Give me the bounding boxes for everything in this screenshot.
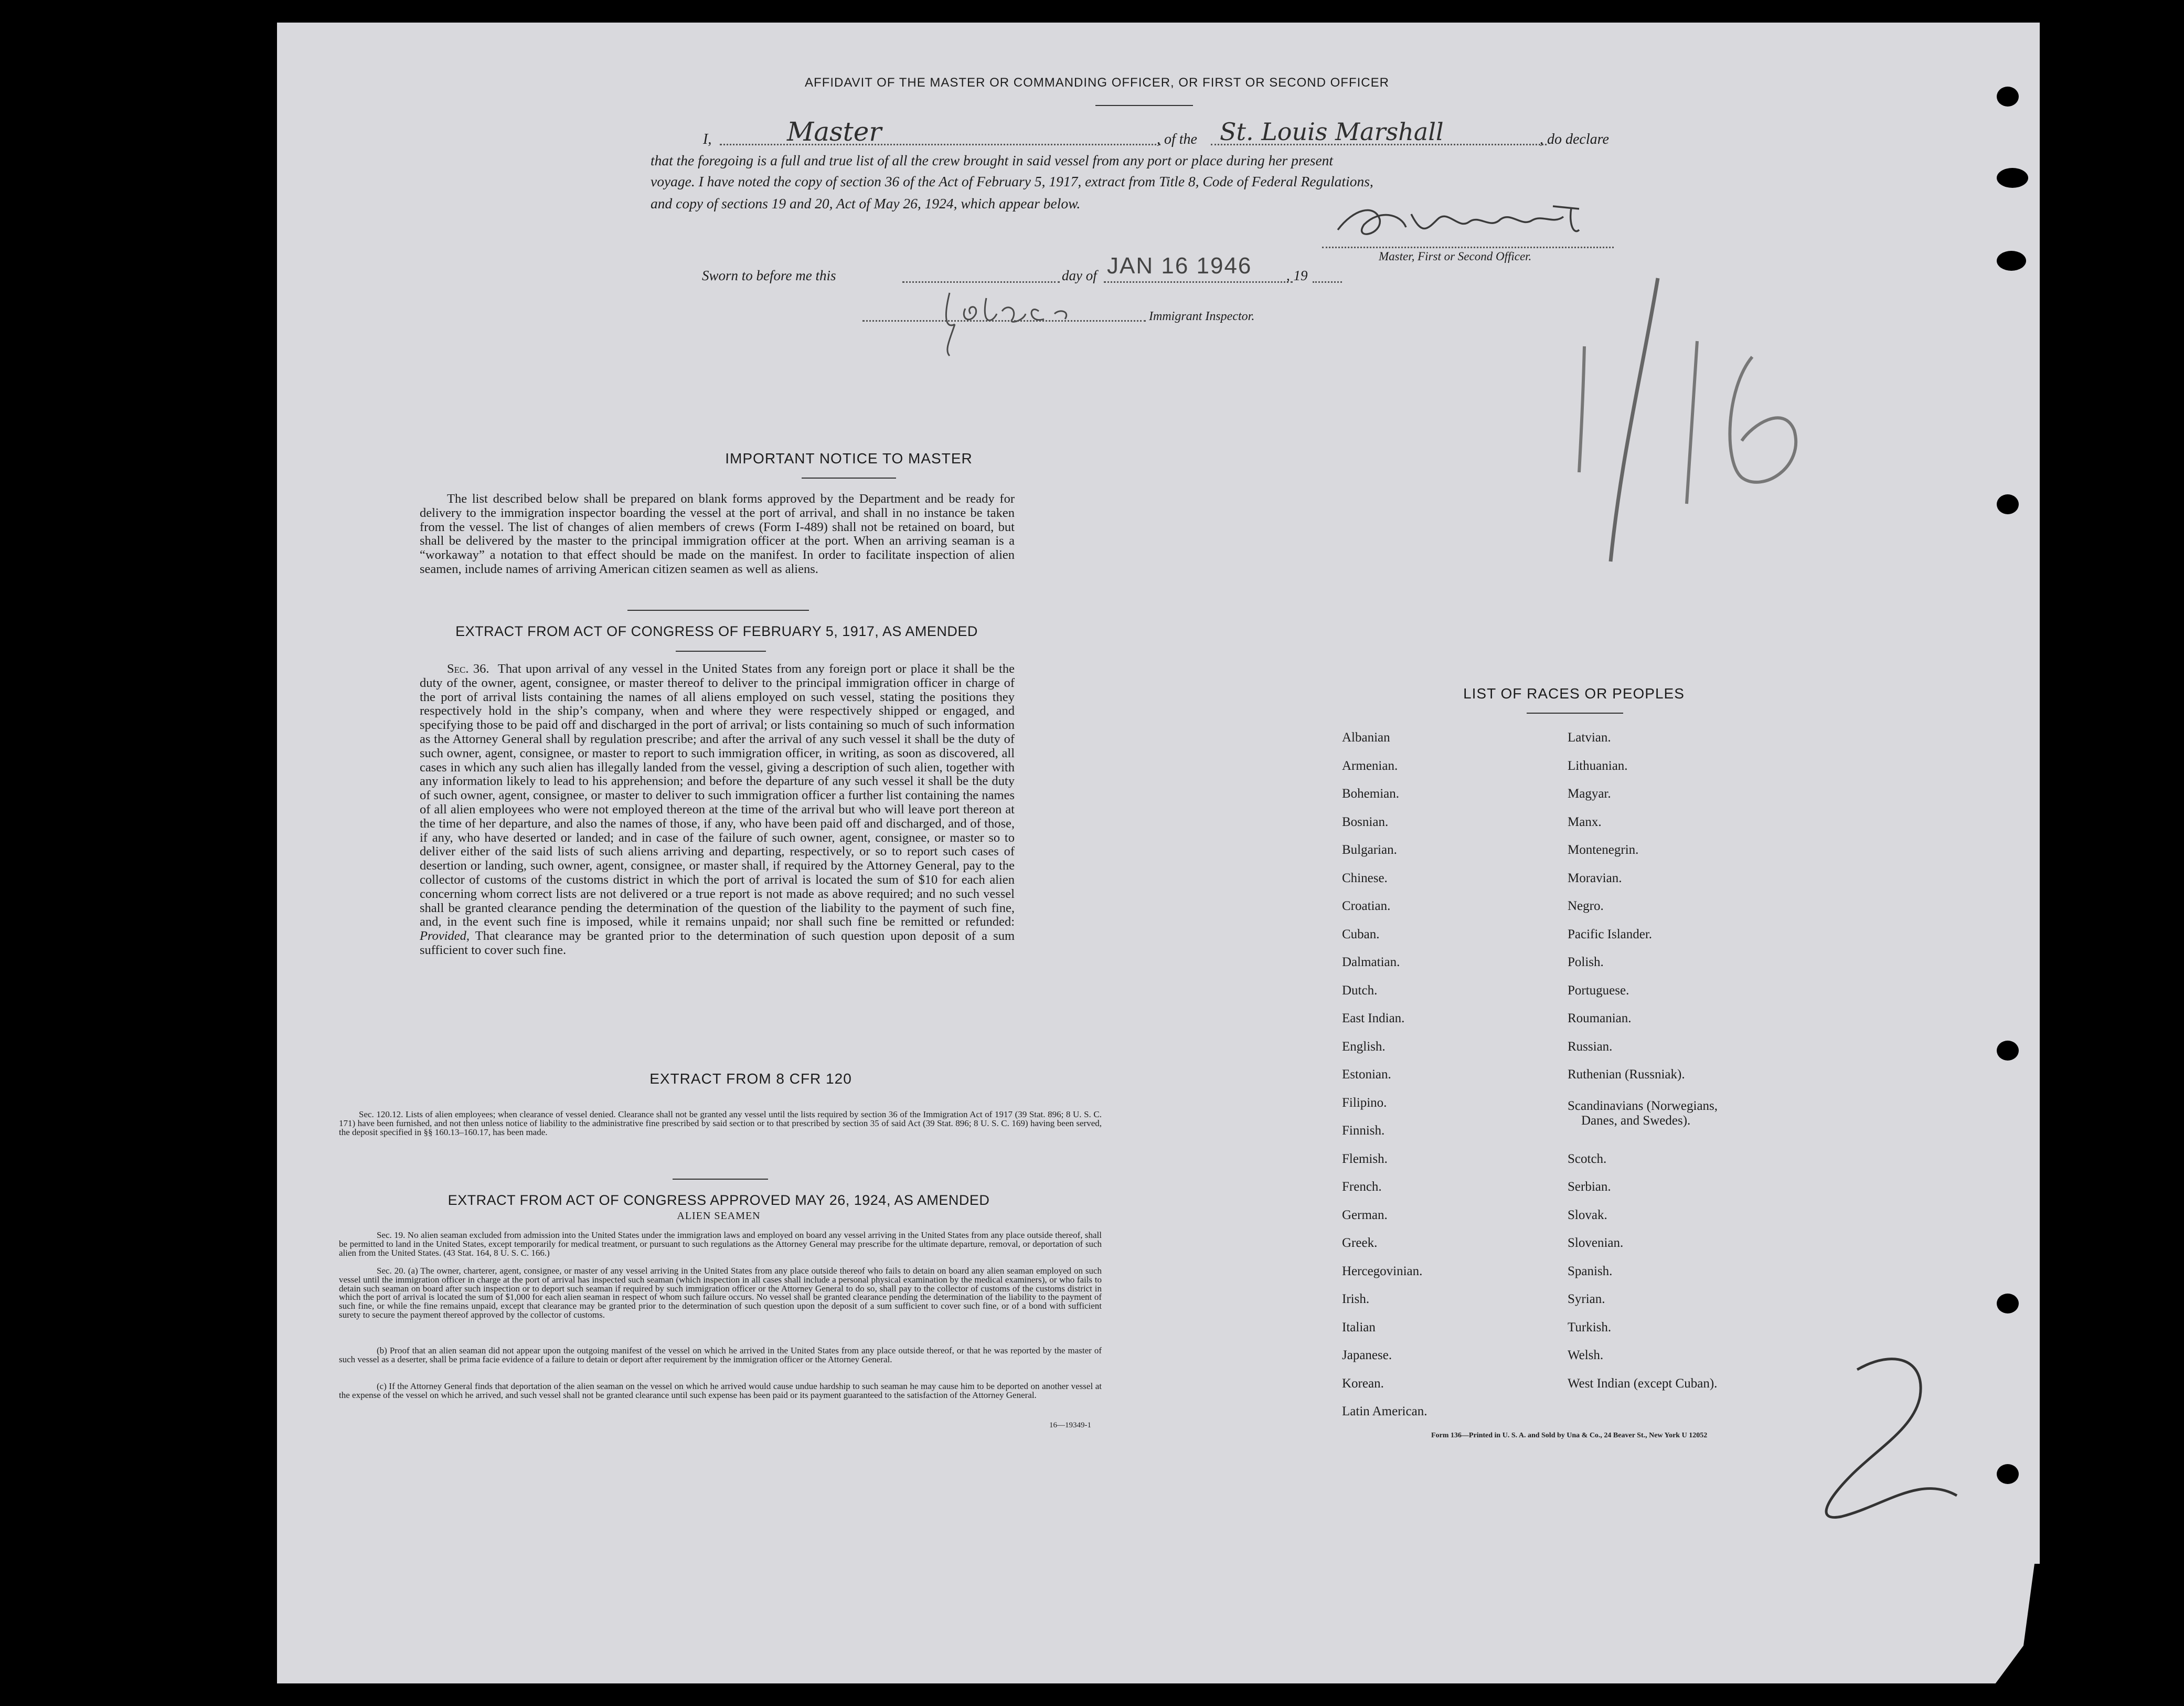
races-heading: LIST OF RACES OR PEOPLES	[1463, 685, 1685, 702]
signature-label: Master, First or Second Officer.	[1379, 250, 1532, 263]
race-item: Turkish.	[1568, 1320, 1612, 1334]
section-text: That upon arrival of any vessel in the United States from any foreign port or place it shall be the duty of the owner, agent, consignee, or master thereof to deliver to the principal immigration officer in charge of the port of arrival lists containing the names of all aliens employed on such vessel, stating the positions they respectively hold in the ship’s company, when and where they were respectively shipped or engaged, and specifying those to be paid off and discharged in the port of arrival; or lists containing so much of such information as the Attorney General shall by regulation prescribe; and after the arrival of any such vessel it shall be the duty of such owner, agent, consignee, or master to report to such immigration officer, in writing, as soon as discovered, all cases in which any such alien has illegally landed from the vessel, giving a description of such alien, together with any information likely to lead to his apprehension; and before the departure of any such vessel it shall be the duty of such owner, agent, consignee, or master to deliver to such immigration officer a further list containing the names of all alien employees who were not employed thereon at the time of the arrival but who will leave port thereon at the time of her departure, and also the names of those, if any, who have been paid off and discharged, and of those, if any, who have deserted or landed; and in case of the failure of such owner, agent, consignee, or master so to deliver either of the said lists of such aliens arriving and departing, respectively, or so to report such cases of desertion or landing, such owner, agent, consignee, or master shall, if required by the Attorney General, pay to the collector of customs of the customs district in which the port of arrival is located the sum of $10 for each alien concerning whom correct lists are not delivered or a true report is not made as above required; and no such vessel shall be granted clearance pending the determination of the question of the liability to the payment of such fine, and, in the event such fine is imposed, while it remains unpaid; nor shall such fine be remitted or refunded:	[420, 662, 1015, 929]
provided-label: Provided,	[420, 929, 470, 944]
form-number: 16—19349-1	[1049, 1421, 1091, 1429]
race-item: Korean.	[1342, 1376, 1384, 1391]
notice-heading: IMPORTANT NOTICE TO MASTER	[725, 450, 973, 467]
sworn-label: Sworn to before me this	[702, 268, 836, 283]
affidavit-line-3: voyage. I have noted the copy of section 36 of the Act of February 5, 1917, extract from Title 8, Code of Federal Regulations,	[651, 173, 1373, 189]
race-item: Syrian.	[1568, 1292, 1605, 1306]
race-item: Italian	[1342, 1320, 1376, 1334]
handwritten-fraction	[1553, 268, 1826, 582]
sec-20b-text: (b) Proof that an alien seaman did not appear upon the outgoing manifest of the vessel on which he arrived in the United States from any place outside thereof, or that he was reported by the master of such vessel as a deserter, shall be prima facie evidence of a failure to detain or deport after requirement by the immigration officer or the Attorney General.	[339, 1345, 1102, 1364]
binder-hole	[1997, 168, 2028, 188]
divider	[673, 1179, 768, 1180]
binder-hole	[1997, 494, 2019, 514]
race-item: Slovenian.	[1568, 1236, 1624, 1250]
race-item: Chinese.	[1342, 871, 1388, 885]
vessel-handwriting: St. Louis Marshall	[1220, 118, 1444, 146]
race-item: Finnish.	[1342, 1124, 1385, 1138]
sec-19-text: Sec. 19. No alien seaman excluded from admission into the United States under the immigration laws and employed on board any vessel arriving in the United States from any place outside thereof, shall be permitted to land in the United States, except temporarily for medical treatment, or pursuant to such regulations as the Attorney General may prescribe for the ultimate departure, removal, or deportation of such alien from the United States. (43 Stat. 164, 8 U. S. C. 166.)	[339, 1230, 1102, 1258]
day-of-label: day of	[1062, 268, 1097, 283]
extract-1917-body	[420, 662, 1015, 958]
race-item: Manx.	[1568, 815, 1602, 829]
race-item: French.	[1342, 1180, 1382, 1194]
race-item: Polish.	[1568, 955, 1604, 969]
race-item: Flemish.	[1342, 1152, 1388, 1166]
sec-20c-text: (c) If the Attorney General finds that deportation of the alien seaman on the vessel on which he arrived would cause undue hardship to such seaman he may cause him to be deported on another vessel at the expense of the vessel on which he arrived, and such vessel shall not be granted clearance until such expense has been paid or its payment guaranteed to the satisfaction of the Attorney General.	[339, 1381, 1102, 1400]
race-item: Bulgarian.	[1342, 843, 1397, 857]
year-label: , 19	[1286, 268, 1308, 283]
race-item: Slovak.	[1568, 1208, 1607, 1222]
race-item: Scotch.	[1568, 1152, 1607, 1166]
race-item: Lithuanian.	[1568, 759, 1628, 773]
binder-hole	[1997, 1294, 2019, 1313]
race-item: Spanish.	[1568, 1264, 1613, 1278]
divider	[627, 610, 809, 611]
race-item: English.	[1342, 1040, 1386, 1054]
race-item: Greek.	[1342, 1236, 1378, 1250]
race-item: Serbian.	[1568, 1180, 1611, 1194]
race-item: Pacific Islander.	[1568, 927, 1653, 941]
race-item: Montenegrin.	[1568, 843, 1639, 857]
race-item: Negro.	[1568, 899, 1604, 913]
race-item: Ruthenian (Russniak).	[1568, 1067, 1685, 1082]
extract-cfr-heading: EXTRACT FROM 8 CFR 120	[649, 1071, 852, 1087]
of-the-label: , of the	[1157, 131, 1197, 147]
divider	[1095, 105, 1193, 106]
race-item: East Indian.	[1342, 1011, 1405, 1025]
name-line	[720, 144, 1160, 145]
affidavit-line-4: and copy of sections 19 and 20, Act of May 26, 1924, which appear below.	[651, 195, 1081, 211]
affidavit-line-2: that the foregoing is a full and true list of all the crew brought in said vessel from any port or place during her present	[651, 152, 1334, 168]
date-stamp: JAN 16 1946	[1107, 253, 1252, 279]
binder-hole	[1997, 1464, 2019, 1484]
divider	[1527, 713, 1623, 714]
notice-body: The list described below shall be prepared on blank forms approved by the Department and be ready for delivery to the immigration inspector boarding the vessel at the port of arrival, and shall in no instance be taken from the vessel. The list of changes of alien members of crews (Form I-489) shall not be retained on board, but shall be delivered by the master to the principal immigration officer at the port. When an arriving seaman is a “workaway” a notation to that effect should be made on the manifest. In order to facilitate inspection of alien seamen, include names of arriving American citizen seamen as well as aliens.	[420, 492, 1015, 576]
race-item: German.	[1342, 1208, 1388, 1222]
binder-hole	[1997, 87, 2019, 107]
race-item: Latvian.	[1568, 730, 1611, 745]
race-item: Japanese.	[1342, 1348, 1392, 1362]
master-signature	[1333, 198, 1616, 246]
race-item: Armenian.	[1342, 759, 1398, 773]
affidavit-i: I,	[703, 131, 712, 147]
inspector-signature	[934, 282, 1154, 361]
binder-hole	[1997, 251, 2026, 271]
race-item: Scandinavians (Norwegians,	[1568, 1099, 1718, 1113]
binder-hole	[1997, 1041, 2019, 1061]
race-item: Bosnian.	[1342, 815, 1389, 829]
race-item: Russian.	[1568, 1040, 1613, 1054]
extract-1917-heading: EXTRACT FROM ACT OF CONGRESS OF FEBRUARY 5, 1917, AS AMENDED	[455, 623, 978, 639]
sec-20a-text: Sec. 20. (a) The owner, charterer, agent, consignee, or master of any vessel arriving in the United States from any place outside thereof who fails to detain on board any alien seaman employed on such vessel until the immigration officer in charge at the port of arrival has inspected such seaman (which inspection in all cases shall include a personal physical examination by the medical examiners), or who fails to detain such seaman on board after such inspection or to deport such seaman if required by such immigration officer or the Attorney General to do so, shall pay to the collector of customs of the customs district in which the port of arrival is located the sum of $1,000 for each alien seaman in respect of whom such failure occurs. No vessel shall be granted clearance pending the determination of the liability to the payment of such fine, or while the fine remains unpaid, except that clearance may be granted prior to the determination of such question upon the deposit of a sum sufficient to cover such fine, or of a bond with sufficient surety to secure the payment thereof approved by the collector of customs.	[339, 1266, 1102, 1320]
divider	[802, 478, 896, 479]
race-item: Danes, and Swedes).	[1581, 1114, 1691, 1128]
extract-cfr-body: Sec. 120.12. Lists of alien employees; when clearance of vessel denied. Clearance shall not be granted any vessel until the lists required by section 36 of the Immigration Act of 1917 (39 Stat. 896; 8 U. S. C. 171) have been furnished, and not then unless notice of liability to the administrative fine prescribed by said section or to that prescribed by section 35 of said Act (39 Stat. 896; 8 U. S. C. 169) having been served, the deposit specified in §§ 160.13–160.17, has been made.	[339, 1109, 1102, 1137]
year-line	[1313, 281, 1342, 283]
extract-1924-heading: EXTRACT FROM ACT OF CONGRESS APPROVED MAY 26, 1924, AS AMENDED	[448, 1192, 990, 1208]
divider	[676, 651, 766, 652]
race-item: Croatian.	[1342, 899, 1391, 913]
inspector-label: Immigrant Inspector.	[1149, 310, 1255, 323]
race-item: Roumanian.	[1568, 1011, 1632, 1025]
race-item: Hercegovinian.	[1342, 1264, 1423, 1278]
inspector-line	[862, 320, 1146, 322]
race-item: Estonian.	[1342, 1067, 1391, 1082]
race-item: Moravian.	[1568, 871, 1622, 885]
race-item: Welsh.	[1568, 1348, 1604, 1362]
race-item: Albanian	[1342, 730, 1390, 745]
race-item: Bohemian.	[1342, 787, 1400, 801]
race-item: Irish.	[1342, 1292, 1370, 1306]
race-item: Portuguese.	[1568, 983, 1629, 998]
do-declare-label: , do declare	[1540, 131, 1609, 147]
race-item: Latin American.	[1342, 1404, 1427, 1418]
race-item: Filipino.	[1342, 1096, 1387, 1110]
affidavit-heading: AFFIDAVIT OF THE MASTER OR COMMANDING OFFICER, OR FIRST OR SECOND OFFICER	[805, 76, 1389, 90]
handwritten-number	[1799, 1338, 1973, 1527]
race-item: Dutch.	[1342, 983, 1378, 998]
printer-footer: Form 136—Printed in U. S. A. and Sold by Una & Co., 24 Beaver St., New York U 12052	[1431, 1432, 1708, 1439]
race-item: West Indian (except Cuban).	[1568, 1376, 1718, 1391]
master-handwriting: Master	[787, 116, 882, 147]
signature-line	[1322, 247, 1614, 248]
race-item: Cuban.	[1342, 927, 1380, 941]
section-text-end: That clearance may be granted prior to the determination of such question upon deposit of a sum sufficient to cover such fine.	[420, 929, 1015, 957]
race-item: Magyar.	[1568, 787, 1611, 801]
race-item: Dalmatian.	[1342, 955, 1400, 969]
section-label: Sec. 36.	[447, 662, 489, 676]
alien-seamen-subheading: ALIEN SEAMEN	[677, 1210, 761, 1222]
